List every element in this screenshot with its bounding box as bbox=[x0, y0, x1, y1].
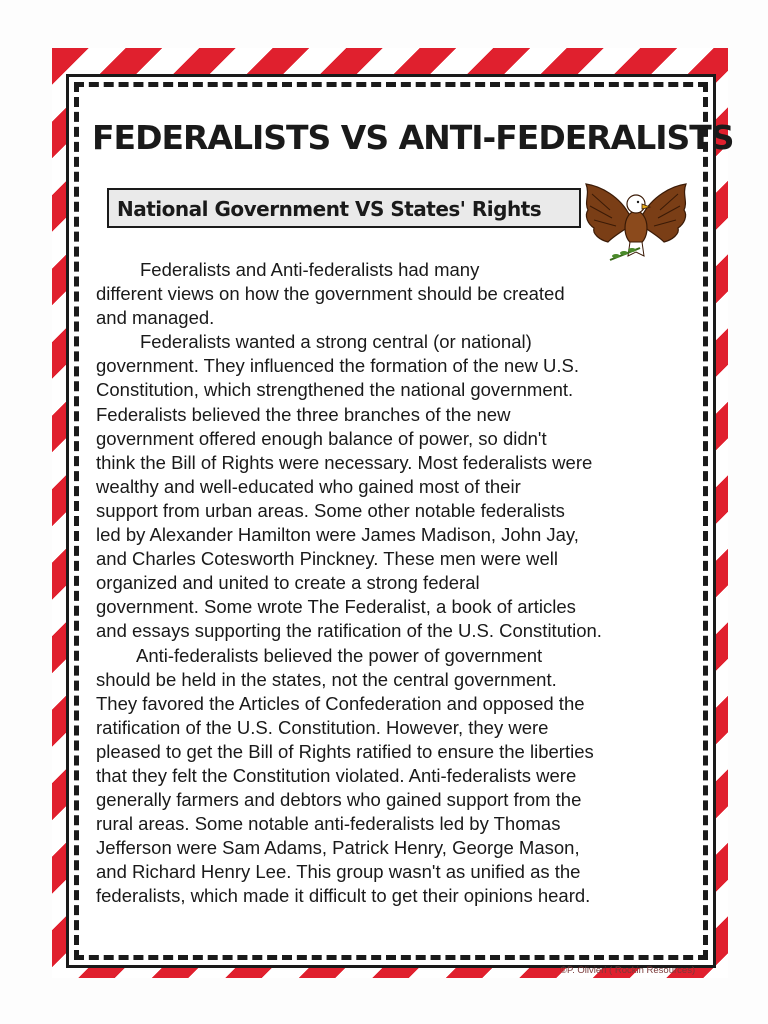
text-line: and Richard Henry Lee. This group wasn't as unified as the bbox=[96, 861, 581, 883]
copyright-note: ©P. Olivieri ( Rockin Resources) bbox=[560, 965, 696, 976]
text-line: federalists, which made it difficult to get their opinions heard. bbox=[96, 885, 591, 907]
text-line: They favored the Articles of Confederation and opposed the bbox=[96, 692, 585, 714]
text-line: Federalists believed the three branches of the new bbox=[96, 403, 511, 425]
text-line: support from urban areas. Some other notable federalists bbox=[96, 499, 565, 521]
text-line: Anti-federalists believed the power of government bbox=[136, 644, 543, 666]
text-line: government. They influenced the formation of the new U.S. bbox=[96, 355, 579, 377]
text-line: and essays supporting the ratification of the U.S. Constitution. bbox=[96, 620, 602, 642]
text-line: pleased to get the Bill of Rights ratified to ensure the liberties bbox=[96, 740, 594, 762]
text-line: wealthy and well-educated who gained most of their bbox=[96, 475, 521, 497]
text-line: and Charles Cotesworth Pinckney. These men were well bbox=[96, 548, 559, 570]
article-body bbox=[96, 258, 696, 909]
page-title: FEDERALISTS VS ANTI-FEDERALISTS bbox=[92, 118, 734, 157]
eagle-icon bbox=[580, 176, 690, 268]
subtitle: National Government VS States' Rights bbox=[117, 197, 542, 221]
text-line: organized and united to create a strong federal bbox=[96, 572, 480, 594]
text-line: Constitution, which strengthened the national government. bbox=[96, 379, 574, 401]
text-line: government. Some wrote The Federalist, a book of articles bbox=[96, 596, 576, 618]
text-line: that they felt the Constitution violated. Anti-federalists were bbox=[96, 764, 577, 786]
text-line: different views on how the government should be created bbox=[96, 283, 565, 305]
text-line: and managed. bbox=[96, 307, 215, 329]
text-line: generally farmers and debtors who gained support from the bbox=[96, 789, 582, 811]
text-line: rural areas. Some notable anti-federalists led by Thomas bbox=[96, 813, 561, 835]
text-line: government offered enough balance of power, so didn't bbox=[96, 427, 547, 449]
text-line: should be held in the states, not the central government. bbox=[96, 668, 557, 690]
text-line: Federalists wanted a strong central (or national) bbox=[140, 331, 532, 353]
text-line: Jefferson were Sam Adams, Patrick Henry, George Mason, bbox=[96, 837, 580, 859]
text-line: led by Alexander Hamilton were James Madison, John Jay, bbox=[96, 524, 579, 546]
text-line: Federalists and Anti-federalists had many bbox=[140, 259, 480, 280]
text-line: think the Bill of Rights were necessary. Most federalists were bbox=[96, 451, 593, 473]
text-line: ratification of the U.S. Constitution. However, they were bbox=[96, 716, 549, 738]
